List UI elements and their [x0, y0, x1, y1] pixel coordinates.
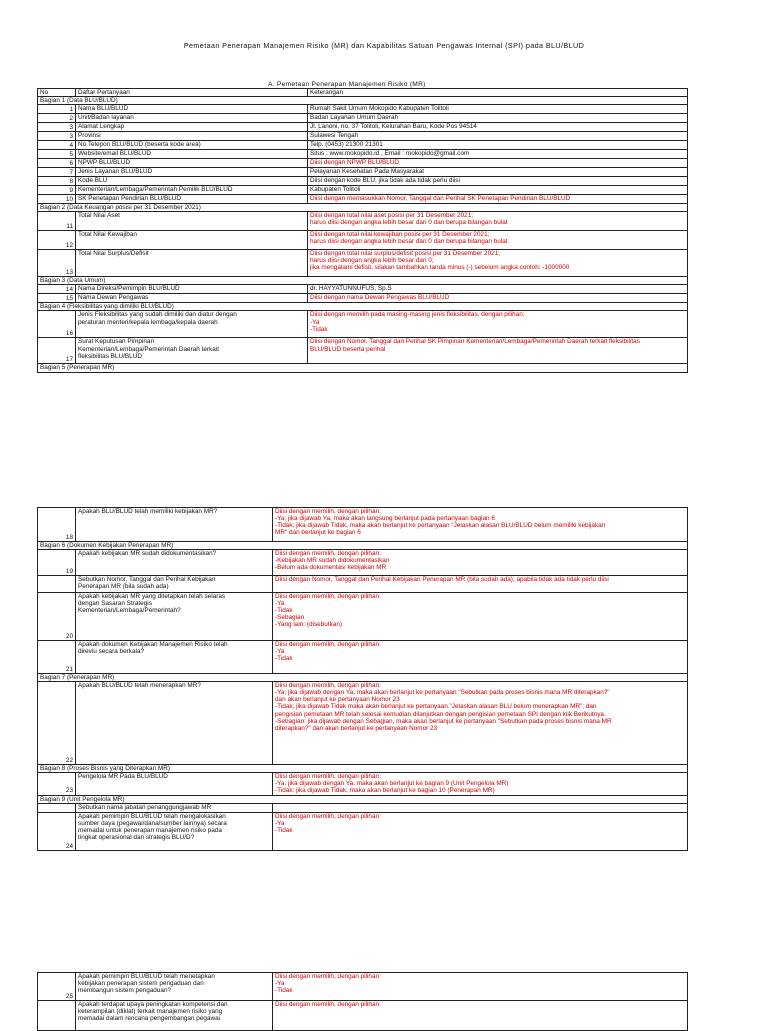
question-line: Apakah kebijakan MR yang ditetapkan telah selaras	[78, 593, 226, 601]
question-line: sumber daya (pegawai/dana/sumber lainnya) secara	[78, 819, 227, 827]
question-cell	[76, 803, 273, 812]
question-cell	[76, 338, 308, 364]
answer-line: pengisian pemetaan MR telah selesai kemudian dilanjutkan dengan pengisian pemetaan SPI dengan klik Berikutnya.	[275, 710, 606, 718]
answer-cell[interactable]	[273, 682, 688, 765]
answer-line: -Yang lain: (disebutkan)	[275, 621, 343, 629]
section-row	[38, 542, 688, 550]
question-line: direviu secara berkala?	[78, 648, 145, 656]
question-line: Apakah kebijakan MR sudah didokumentasikan?	[78, 550, 217, 558]
answer-line: -Tidak	[275, 987, 293, 995]
row-number: 22	[38, 682, 76, 765]
answer-cell[interactable]	[308, 311, 688, 338]
question-line: Apakah dokumen Kebijakan Manajemen Risiko telah	[78, 641, 228, 649]
table-row	[38, 508, 688, 542]
question-cell	[76, 141, 308, 150]
table-row	[38, 212, 688, 231]
row-number: 16	[38, 311, 76, 338]
row-number	[38, 803, 76, 812]
answer-cell[interactable]	[273, 508, 688, 542]
answer-line: -Tidak; jika dijawab Tidak, maka akan berlanjut ke pertanyaan "Jelaskan alasan BLU/BLUD belum memiliki kebijakan	[275, 522, 606, 530]
answer-line: Diisi dengan Nomor, Tanggal dan Perihal Kebijakan Penerapan MR (bila sudah ada); apabila tidak ada tidak perlu diisi	[275, 576, 609, 584]
table-row	[38, 250, 688, 277]
answer-line: -Ya	[310, 318, 320, 326]
answer-cell[interactable]	[308, 186, 688, 195]
answer-cell[interactable]	[308, 150, 688, 159]
section-row	[38, 277, 688, 285]
question-line: Total Nilai Kewajiban	[78, 231, 137, 239]
answer-line: Sulawesi Tengah	[310, 132, 359, 140]
header-row	[38, 89, 688, 97]
question-line: Surat Keputusan Pimpinan	[78, 338, 155, 346]
row-number: 25	[38, 973, 76, 1001]
question-line: tingkat operasional dan strategis BLU/D?	[78, 833, 195, 841]
question-line: No Telepon BLU/BLUD (beserta kode area)	[78, 141, 201, 149]
question-line: Kementerian/Lembaga/Pemerintah Daerah terkait	[78, 345, 220, 353]
question-line: Kode BLU	[78, 177, 108, 185]
answer-line: dr. HAYYATUNNUFUS, Sp.S	[310, 285, 392, 293]
section-row	[38, 97, 688, 105]
table-row	[38, 773, 688, 795]
table-row	[38, 311, 688, 338]
question-line: Kementerian/Lembaga/Pemerintah?	[78, 607, 181, 615]
table-row	[38, 812, 688, 850]
question-line: Provinsi	[78, 132, 101, 140]
answer-line: -Tidak; jika dijawab Tidak, maka akan berlanjut ke bagian 10 (Penerapan MR)	[275, 787, 495, 795]
question-line: membangun sistem pengaduan?	[78, 987, 172, 995]
header-question: Daftar Pertanyaan	[76, 89, 308, 97]
table-row	[38, 123, 688, 132]
question-line: SK Penetapan Pendirian BLU/BLUD	[78, 195, 182, 203]
row-number: 9	[38, 186, 76, 195]
answer-line: Diisi dengan memilih pada masing-masing jenis fleksibilitas, dengan pilihan:	[310, 311, 525, 319]
table-row	[38, 641, 688, 674]
answer-cell[interactable]	[273, 593, 688, 641]
answer-cell[interactable]	[308, 105, 688, 114]
answer-line: -Belum ada dokumentasi kebijakan MR	[275, 564, 387, 572]
answer-line: Diisi dengan memilih, dengan pilihan:	[275, 682, 381, 690]
question-line: Total Nilai Aset	[78, 212, 120, 220]
answer-line: -Tidak; jika dijawab Tidak maka akan berlanjut ke pertanyaan "Jelaskan alasan BLU belum menerapkan MR"; dan	[275, 703, 597, 711]
table-row	[38, 132, 688, 141]
answer-cell[interactable]	[308, 294, 688, 303]
row-number: 3	[38, 123, 76, 132]
table-row	[38, 141, 688, 150]
question-line: Apakah pemimpin BLU/BLUD telah menetapkan	[78, 973, 215, 980]
row-number: 3	[38, 132, 76, 141]
row-number: 5	[38, 150, 76, 159]
question-line: Apakah BLU/BLUD telah memiliki kebijakan MR?	[78, 508, 218, 515]
answer-line: harus diisi dengan angka lebih besar dari 0 dan berupa bilangan bulat	[310, 219, 508, 227]
table-row	[38, 186, 688, 195]
row-number: 17	[38, 338, 76, 364]
row-number	[38, 1001, 76, 1031]
mr-table-part-2	[37, 507, 688, 851]
answer-line: Diisi dengan total nilai surplus/defisit posisi per 31 Desember 2021;	[310, 250, 501, 258]
answer-cell[interactable]	[273, 550, 688, 576]
answer-cell[interactable]	[308, 141, 688, 150]
table-row	[38, 1001, 688, 1031]
question-line: Penerapan MR (bila sudah ada)	[78, 583, 169, 591]
question-line: Alamat Lengkap	[78, 123, 125, 131]
section-label-4: Bagian 4 (Fleksibilitas yang dimiliki BLU/BLUD)	[38, 303, 688, 311]
question-line: Pengelola MR Pada BLU/BLUD	[78, 773, 168, 781]
document-title: Pemetaan Penerapan Manajemen Risiko (MR) dan Kapabilitas Satuan Pengawas Internal (SPI) pada BLU/BLUD	[183, 41, 585, 50]
answer-line: Diisi dengan memilih, dengan pilihan:	[275, 593, 381, 601]
answer-cell[interactable]	[308, 177, 688, 186]
header-answer: Keterangan	[308, 89, 688, 97]
question-cell	[76, 212, 308, 231]
answer-line: -Ya; jika dijawab dengan Ya, maka akan berlanjut ke bagian 9 (Unit Pengelola MR)	[275, 780, 509, 788]
answer-line: BLU/BLUD beserta perihal	[310, 345, 386, 353]
answer-line: Diisi dengan memilih, dengan pilihan:	[275, 1001, 381, 1008]
table-row	[38, 803, 688, 812]
section-label-8: Bagian 8 (Proses Bisnis yang Diterapkan MR)	[38, 765, 688, 773]
table-row	[38, 105, 688, 114]
table-row	[38, 294, 688, 303]
answer-line: MR" dan berlanjut ke bagian 6	[275, 529, 361, 537]
row-number: 23	[38, 773, 76, 795]
answer-line: jika mengalami defisit, silakan tambahkan tanda minus (-) sebelum angka contoh: -1000000	[310, 264, 570, 272]
question-line: Nama Direksi/Pemimpin BLU/BLUD	[78, 285, 180, 293]
answer-line: diterapkan?" dan akan berlanjut ke pertanyaan Nomor 23	[275, 724, 438, 732]
question-cell	[76, 114, 308, 123]
question-line: peraturan menteri/kepala lembaga/kepala daerah	[78, 318, 218, 326]
answer-cell[interactable]	[273, 576, 688, 593]
answer-line: -Tidak	[310, 325, 328, 333]
question-cell	[76, 593, 273, 641]
question-line: Apakah terdapat upaya peningkatan kompetensi dan	[78, 1001, 228, 1008]
row-number: 20	[38, 593, 76, 641]
answer-line: harus diisi dengan angka lebih besar dari 0 dan berupa bilangan bulat	[310, 238, 508, 246]
question-cell	[76, 641, 273, 674]
question-line: memadai untuk penerapan manajemen risiko pada	[78, 826, 222, 834]
question-line: Apakah BLU/BLUD telah menerapkan MR?	[78, 682, 201, 690]
row-number: 18	[38, 508, 76, 542]
question-cell	[76, 550, 273, 576]
question-cell	[76, 973, 273, 1001]
answer-line: Diisi dengan total nilai kewajiban posisi per 31 Desember 2021;	[310, 231, 490, 239]
answer-cell[interactable]	[308, 132, 688, 141]
answer-line: Badan Layanan Umum Daerah	[310, 114, 399, 122]
answer-line: Diisi dengan Nomor, Tanggal dan Perihal SK Pimpinan Kementerian/Lembaga/Pemerintah Daerah terkait fleksibilitas	[310, 338, 640, 346]
answer-cell[interactable]	[308, 114, 688, 123]
table-row	[38, 550, 688, 576]
answer-line: Diisi dengan memasukkan Nomor, Tanggal dan Perihal SK Penetapan Pendirian BLU/BLUD	[310, 195, 571, 203]
section-label-3: Bagian 3 (Data Umum)	[38, 277, 688, 285]
question-cell	[76, 159, 308, 168]
header-no: No	[38, 89, 76, 97]
question-line: memadai dalam rencana pengembangan pegawai	[78, 1015, 221, 1023]
answer-line: -Ya	[275, 648, 285, 656]
question-line: Total Nilai Surplus/Defisit	[78, 250, 149, 258]
section-label-2: Bagian 2 (Data Keuangan posisi per 31 Desember 2021)	[38, 204, 688, 212]
answer-cell[interactable]	[308, 159, 688, 168]
answer-line: -Ya; jika dijawab dengan Ya, maka akan berlanjut ke pertanyaan "Sebutkan pada proses bisnis mana MR diterapkan?"	[275, 689, 610, 697]
answer-cell[interactable]	[308, 168, 688, 177]
question-cell	[76, 150, 308, 159]
section-row	[38, 303, 688, 311]
mr-table-part-1	[37, 88, 688, 373]
question-cell	[76, 773, 273, 795]
answer-cell[interactable]	[308, 231, 688, 250]
answer-line: Jl. Lanoni, no. 37 Tolitoli, Kelurahan Baru, Kode Pos 94514	[310, 123, 477, 131]
row-number: 12	[38, 231, 76, 250]
table-row	[38, 593, 688, 641]
question-line: fleksibilitas BLU/BLUD	[78, 352, 142, 360]
question-cell	[76, 250, 308, 277]
section-row	[38, 364, 688, 372]
question-line: Jenis Fleksibilitas yang sudah dimiliki dan diatur dengan	[78, 311, 237, 319]
question-line: keterampilan (diklat) terkait manajemen risiko yang	[78, 1008, 223, 1016]
question-cell	[76, 168, 308, 177]
table-row	[38, 168, 688, 177]
answer-line: Diisi dengan memilih, dengan pilihan:	[275, 973, 381, 980]
answer-line: Situs : www.mokopido.id , Email : mokopido@gmail.com	[310, 150, 470, 158]
answer-cell[interactable]	[273, 1001, 688, 1031]
question-line: Nama BLU/BLUD	[78, 105, 129, 113]
mr-table-part-3	[37, 972, 688, 1031]
answer-cell[interactable]	[308, 123, 688, 132]
table-row	[38, 159, 688, 168]
question-line: Sebutkan Nomor, Tanggal dan Perihal Kebijakan	[78, 576, 216, 584]
answer-line: -Sebagian; jika dijawab dengan Sebagian, maka akan berlanjut ke pertanyaan "Sebutkan pada proses bisnis mana MR	[275, 717, 612, 725]
answer-line: dan akan berlanjut ke pertanyaan Nomor 23	[275, 696, 400, 704]
answer-line: Diisi dengan memilih, dengan pilihan:	[275, 550, 381, 558]
answer-line: Diisi dengan nama Dewan Pengawas BLU/BLUD	[310, 294, 450, 302]
answer-cell[interactable]	[273, 812, 688, 850]
answer-cell[interactable]	[273, 773, 688, 795]
answer-cell[interactable]	[308, 338, 688, 364]
answer-cell[interactable]	[308, 212, 688, 231]
question-cell	[76, 285, 308, 294]
question-line: Unit/Badan layanan	[78, 114, 134, 122]
answer-cell[interactable]	[273, 803, 688, 812]
row-number: 7	[38, 168, 76, 177]
question-line: Sebutkan nama jabatan penanggungjawab MR	[78, 803, 212, 811]
table-row	[38, 973, 688, 1001]
table-row	[38, 114, 688, 123]
section-label-5: Bagian 5 (Penerapan MR)	[38, 364, 688, 372]
table-row	[38, 150, 688, 159]
question-line: Nama Dewan Pengawas	[78, 294, 149, 302]
question-cell	[76, 1001, 273, 1031]
row-number: 6	[38, 159, 76, 168]
answer-line: -Tidak	[275, 607, 293, 615]
answer-line: Diisi dengan memilih, dengan pilihan:	[275, 812, 381, 820]
question-cell	[76, 231, 308, 250]
row-number: 10	[38, 195, 76, 204]
row-number: 2	[38, 114, 76, 123]
table-row	[38, 195, 688, 204]
row-number: 19	[38, 550, 76, 576]
answer-line: -Ya; jika dijawab Ya, maka akan langsung berlanjut pada pertanyaan bagian 6	[275, 515, 495, 523]
answer-line: -Sebagian	[275, 614, 305, 622]
row-number: 11	[38, 212, 76, 231]
answer-line: Diisi dengan total nilai aset posisi per 31 Desember 2021;	[310, 212, 474, 220]
table-row	[38, 338, 688, 364]
section-a-title: A. Pemetaan Penerapan Manajemen Risiko (MR)	[268, 81, 426, 88]
answer-line: Diisi dengan memilih, dengan pilihan:	[275, 641, 381, 649]
answer-line: Pelayanan Kesehatan Pada Masyarakat	[310, 168, 425, 176]
answer-line: -Kebijakan MR sudah didokumentasikan	[275, 557, 390, 565]
section-label-6: Bagian 6 (Dokumen Kebijakan Penerapan MR)	[38, 542, 688, 550]
row-number: 15	[38, 294, 76, 303]
table-row	[38, 231, 688, 250]
question-line: Apakah pemimpin BLU/BLUD telah mengalokasikan	[78, 812, 226, 820]
question-cell	[76, 311, 308, 338]
section-row	[38, 765, 688, 773]
question-line: Kementerian/Lembaga/Pemerintah Pemilik BLU/BLUD	[78, 186, 233, 194]
section-label-7: Bagian 7 (Penerapan MR)	[38, 674, 688, 682]
question-cell	[76, 177, 308, 186]
answer-line: Diisi dengan memilih, dengan pilihan:	[275, 773, 381, 781]
row-number: 24	[38, 812, 76, 850]
table-row	[38, 285, 688, 294]
answer-line: Kabupaten Tolitoli	[310, 186, 361, 194]
row-number: 14	[38, 285, 76, 294]
answer-cell[interactable]	[308, 250, 688, 277]
section-row	[38, 204, 688, 212]
table-row	[38, 576, 688, 593]
question-cell	[76, 576, 273, 593]
question-cell	[76, 186, 308, 195]
question-cell	[76, 812, 273, 850]
question-line: kebijakan penerapan sistem pengaduan dan	[78, 980, 204, 988]
answer-line: -Tidak	[275, 826, 293, 834]
table-row	[38, 177, 688, 186]
section-row	[38, 795, 688, 803]
answer-line: -Tidak	[275, 655, 293, 663]
answer-line: Telp. (0453) 21300 21301	[310, 141, 383, 149]
row-number: 4	[38, 141, 76, 150]
answer-line: -Ya	[275, 600, 285, 608]
question-line: dengan Sasaran Strategis	[78, 600, 152, 608]
question-cell	[76, 105, 308, 114]
row-number	[38, 576, 76, 593]
answer-cell[interactable]	[308, 285, 688, 294]
row-number: 1	[38, 105, 76, 114]
answer-line: Diisi dengan NPWP BLU/BLUD	[310, 159, 400, 167]
answer-line: -Ya	[275, 819, 285, 827]
row-number: 21	[38, 641, 76, 674]
question-cell	[76, 294, 308, 303]
question-line: Website/email BLU/BLUD	[78, 150, 152, 158]
row-number: 13	[38, 250, 76, 277]
question-cell	[76, 682, 273, 765]
question-cell	[76, 195, 308, 204]
question-cell	[76, 123, 308, 132]
question-cell	[76, 508, 273, 542]
question-cell	[76, 132, 308, 141]
answer-line: Diisi dengan memilih, dengan pilihan:	[275, 508, 381, 515]
table-row	[38, 682, 688, 765]
row-number: 8	[38, 177, 76, 186]
section-label-9: Bagian 9 (Unit Pengelola MR)	[38, 795, 688, 803]
question-line: Jenis Layanan BLU/BLUD	[78, 168, 153, 176]
answer-line: harus diisi dengan angka lebih besar dari 0;	[310, 257, 434, 265]
answer-cell[interactable]	[273, 641, 688, 674]
answer-line: Rumah Sakit Umum Mokopido Kabupaten Tolitoli	[310, 105, 449, 113]
section-row	[38, 674, 688, 682]
answer-line: -Ya	[275, 980, 285, 988]
answer-cell[interactable]	[273, 973, 688, 1001]
answer-line: Diisi dengan kode BLU, jika tidak ada tidak perlu diisi	[310, 177, 460, 185]
answer-cell[interactable]	[308, 195, 688, 204]
question-line: NPWP BLU/BLUD	[78, 159, 131, 167]
section-label-1: Bagian 1 (Data BLU/BLUD)	[38, 97, 688, 105]
